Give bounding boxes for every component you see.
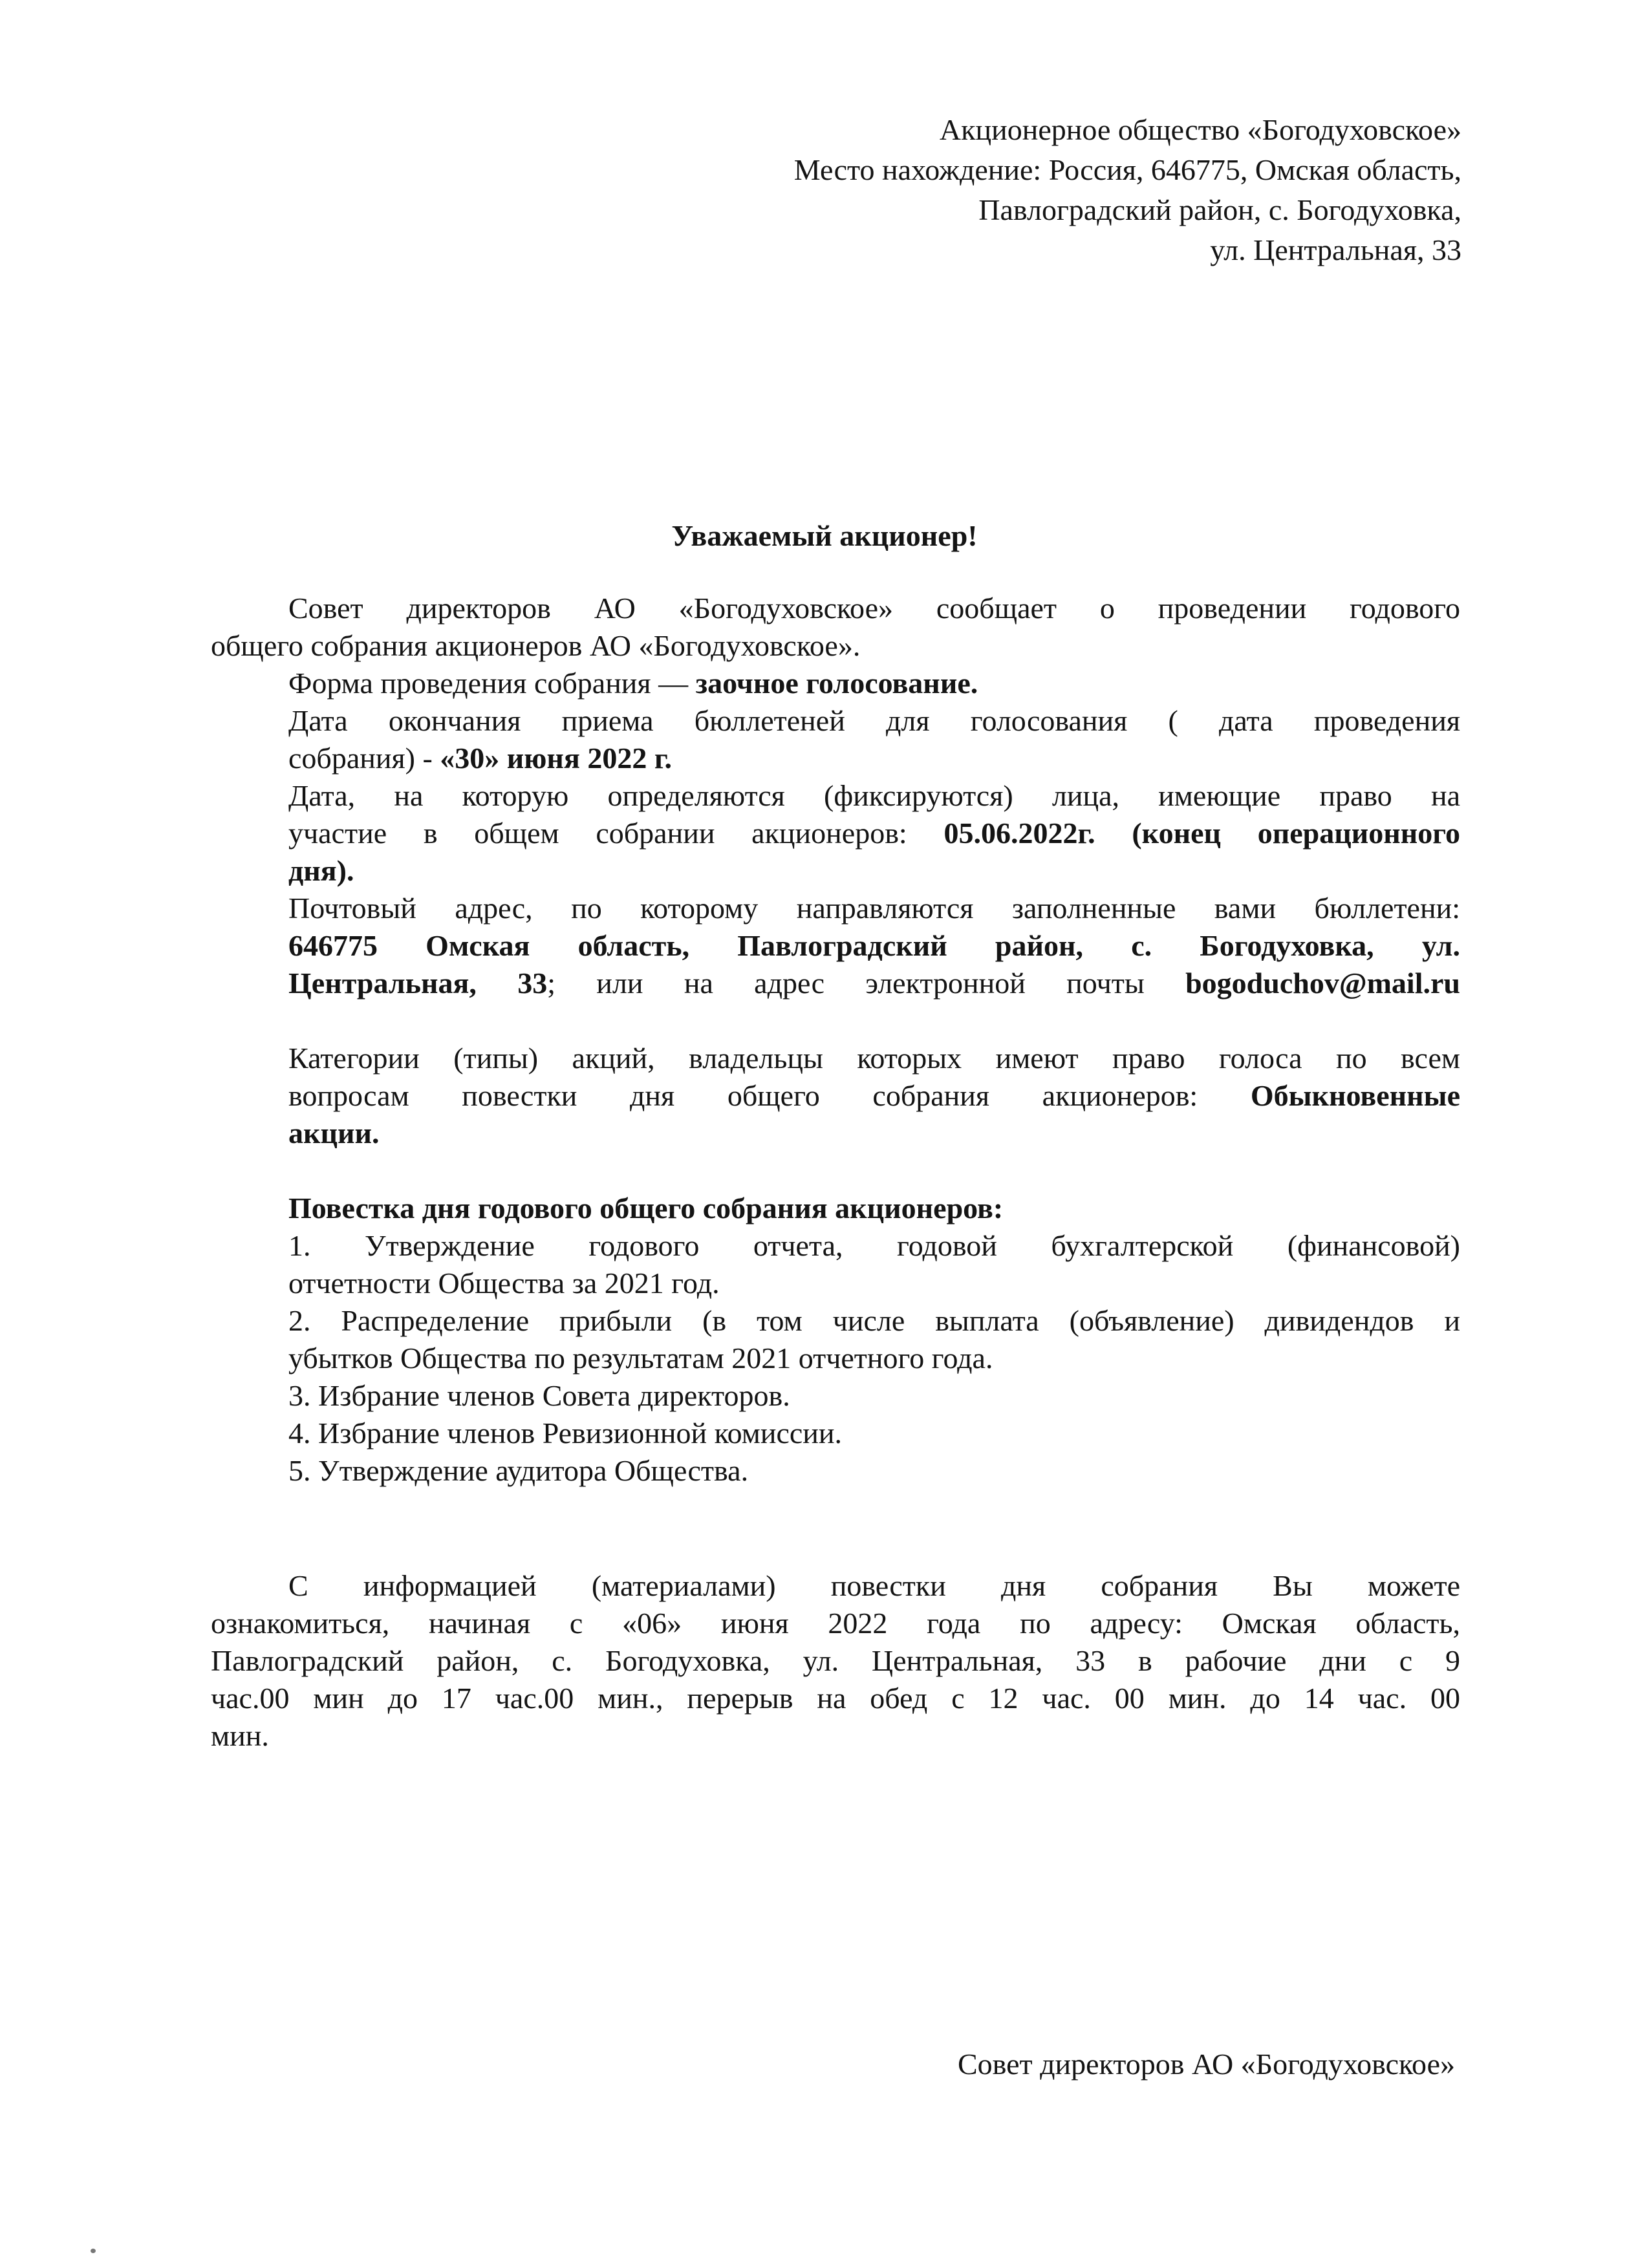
share-categories-line2 — [211, 1077, 1460, 1115]
share-categories-line3: акции. — [288, 1117, 380, 1150]
ballot-deadline-value: «30» июня 2022 г. — [440, 742, 673, 775]
company-header — [491, 110, 1461, 270]
postal-line1: Почтовый адрес, по которому направляются заполненные вами бюллетени: — [288, 892, 1460, 925]
ballot-deadline-line2 — [211, 740, 1460, 777]
record-date-line1: Дата, на которую определяются (фиксируются) лица, имеющие право на — [288, 779, 1460, 812]
ballot-deadline-line1: Дата окончания приема бюллетеней для голосования ( дата проведения — [288, 704, 1460, 737]
company-location-line3: ул. Центральная, 33 — [1210, 233, 1461, 266]
scan-speck — [91, 2249, 96, 2253]
email-label: ; или на адрес электронной почты — [547, 967, 1186, 1000]
record-date-line3: дня). — [288, 854, 354, 887]
greeting: Уважаемый акционер! — [671, 519, 978, 552]
meeting-form — [211, 665, 1460, 702]
postal-address-line1: 646775 Омская область, Павлоградский район, с. Богодуховка, ул. — [288, 929, 1460, 962]
record-date-value: 05.06.2022г. (конец операционного — [943, 817, 1460, 850]
postal-address-street: Центральная, 33 — [288, 967, 548, 1000]
company-name: Акционерное общество «Богодуховское» — [939, 113, 1461, 146]
agenda-title: Повестка дня годового общего собрания акционеров: — [288, 1192, 1004, 1225]
agenda-item-1-line1: 1. Утверждение годового отчета, годовой бухгалтерской (финансовой) — [288, 1229, 1460, 1262]
record-date-label: участие в общем собрании акционеров: — [288, 817, 944, 850]
agenda-item-5: 5. Утверждение аудитора Общества. — [288, 1454, 749, 1487]
agenda-item-3: 3. Избрание членов Совета директоров. — [288, 1379, 790, 1412]
meeting-form-value: заочное голосование. — [695, 667, 978, 700]
materials-line1: С информацией (материалами) повестки дня собрания Вы можете — [288, 1569, 1460, 1602]
agenda-item-4: 4. Избрание членов Ревизионной комиссии. — [288, 1417, 843, 1450]
intro-line1: Совет директоров АО «Богодуховское» сообщает о проведении годового — [288, 592, 1460, 625]
notice-body — [211, 590, 1460, 1755]
materials-line2: ознакомиться, начиная с «06» июня 2022 года по адресу: Омская область, — [211, 1607, 1460, 1640]
share-categories-line1: Категории (типы) акций, владельцы которых имеют право голоса по всем — [288, 1042, 1460, 1075]
company-location-line2: Павлоградский район, с. Богодуховка, — [978, 193, 1461, 226]
share-categories-value: Обыкновенные — [1250, 1079, 1460, 1112]
ballot-deadline-label: собрания) - — [288, 742, 440, 775]
agenda-item-2-line2: убытков Общества по результатам 2021 отчетного года. — [288, 1342, 993, 1375]
postal-address-line2 — [211, 965, 1460, 1002]
materials-line5: мин. — [211, 1719, 269, 1752]
record-date-line2 — [211, 815, 1460, 852]
materials-line4: час.00 мин до 17 час.00 мин., перерыв на обед с 12 час. 00 мин. до 14 час. 00 — [211, 1682, 1460, 1715]
meeting-form-label: Форма проведения собрания — — [288, 667, 696, 700]
email-address: bogoduchov@mail.ru — [1185, 967, 1460, 1000]
agenda-item-2-line1: 2. Распределение прибыли (в том числе выплата (объявление) дивидендов и — [288, 1304, 1460, 1337]
materials-line3: Павлоградский район, с. Богодуховка, ул. Центральная, 33 в рабочие дни с 9 — [211, 1644, 1460, 1677]
signature: Совет директоров АО «Богодуховское» — [957, 2048, 1455, 2081]
share-categories-label: вопросам повестки дня общего собрания акционеров: — [288, 1079, 1251, 1112]
agenda-item-1-line2: отчетности Общества за 2021 год. — [288, 1267, 720, 1300]
company-location-line1: Место нахождение: Россия, 646775, Омская область, — [793, 153, 1461, 186]
intro-line2: общего собрания акционеров АО «Богодуховское». — [211, 629, 861, 662]
